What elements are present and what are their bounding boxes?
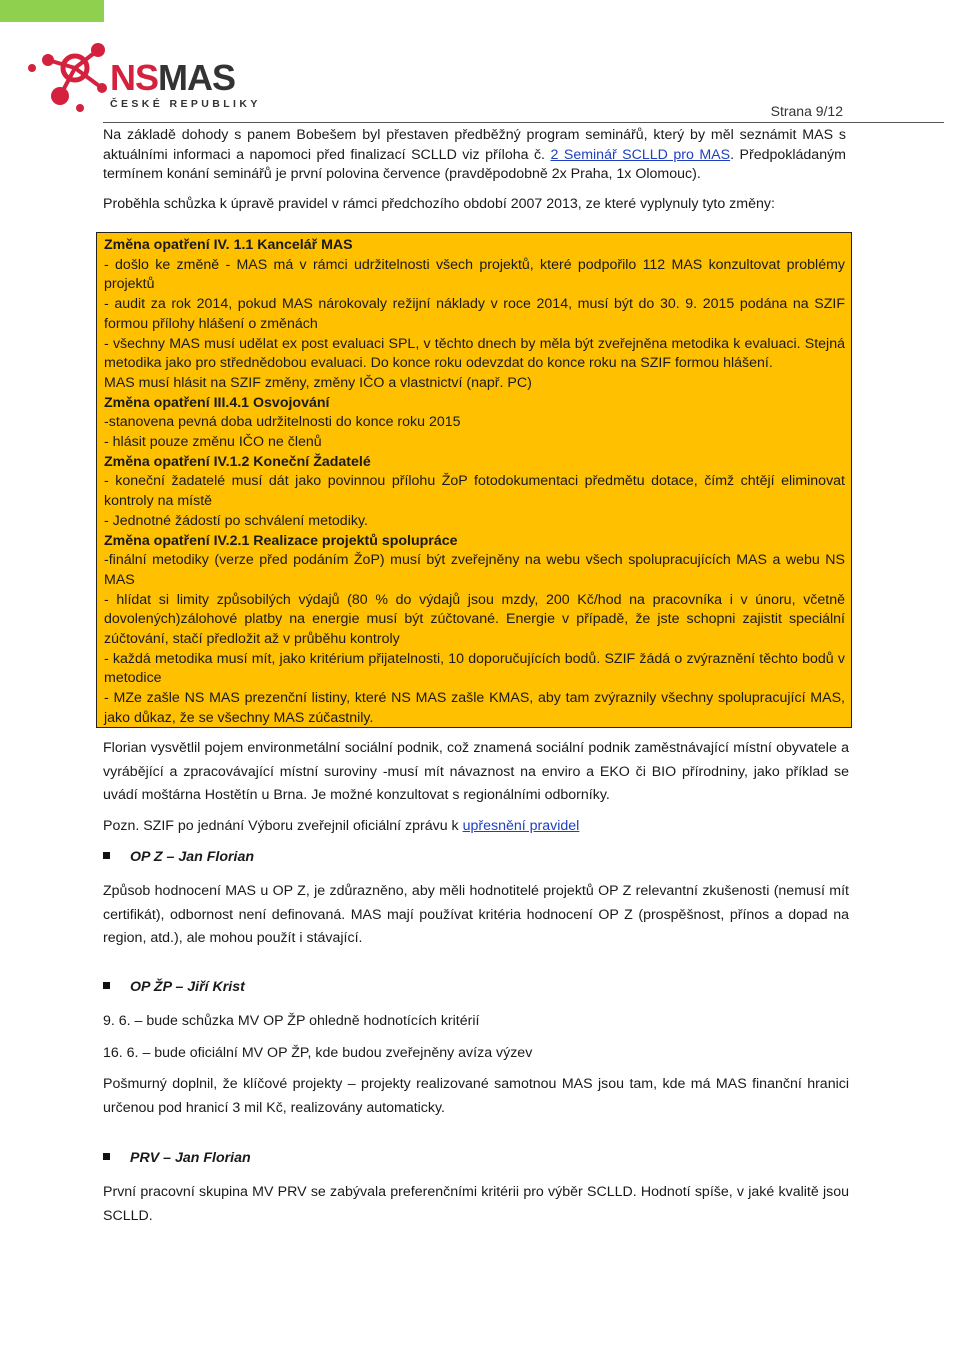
date-line-1: 9. 6. – bude schůzka MV OP ŽP ohledně hodnotících kritérií xyxy=(103,1013,480,1029)
measure-heading: Změna opatření IV.1.2 Koneční Žadatelé xyxy=(104,453,371,470)
changes-box xyxy=(96,232,852,728)
opz-heading xyxy=(103,849,254,865)
box-line: - koneční žadatelé musí dát jako povinnou přílohu ŽoP fotodokumentaci předmětu dotace, čímž chtějí eliminovat kontroly na místě xyxy=(104,473,845,510)
rules-link[interactable]: upřesnění pravidel xyxy=(462,818,580,834)
bullet-square-icon xyxy=(103,1153,110,1160)
box-line: - všechny MAS musí udělat ex post evaluaci SPL, v těchto dnech by měla být zveřejněna metodika k evaluaci. Stejná metodika jako pro střednědobou evaluaci. Do konce roku odevzdat do konce roku na SZIF formou hlášení. xyxy=(104,335,845,372)
header-rule xyxy=(103,122,944,123)
prv-heading-text: PRV – Jan Florian xyxy=(130,1150,251,1166)
opzp-heading-text: OP ŽP – Jiří Krist xyxy=(130,979,245,995)
brand-ns: NS xyxy=(110,57,159,98)
intro-paragraph xyxy=(103,126,846,185)
brand-mas: MAS xyxy=(158,57,236,98)
box-line: - hlásit pouze změnu IČO ne členů xyxy=(104,434,322,451)
bullet-square-icon xyxy=(103,982,110,989)
opz-paragraph: Způsob hodnocení MAS u OP Z, je zdůrazněno, aby měli hodnotitelé projektů OP Z relevantní zkušenosti (nemusí mít certifikát), odbornost není definovaná. MAS mají používat kritéria hodnocení OP Z (prospěšnost, přínos a dopad na region, atd.), ale mohou použít i stávající. xyxy=(103,883,849,946)
box-line: - Jednotné žádostí po schválení metodiky. xyxy=(104,512,368,529)
page-number: Strana 9/12 xyxy=(770,103,843,119)
measure-heading: Změna opatření III.4.1 Osvojování xyxy=(104,394,330,411)
prv-heading xyxy=(103,1150,251,1166)
florian-paragraph: Florian vysvětlil pojem environmetální sociální podnik, což znamená sociální podnik zaměstnávající místní obyvatele a vyrábějící a zpracovávající místní suroviny -musí mít návaznost na enviro a EKO či BIO přírodniny, jako příklad se uvádí moštárna Hostětín u Brna. Je možné konzultovat s regionálními odborníky. xyxy=(103,740,849,803)
date-line-2: 16. 6. – bude oficiální MV OP ŽP, kde budou zveřejněny avíza výzev xyxy=(103,1045,533,1061)
bullet-square-icon xyxy=(103,852,110,859)
intro-text-a: Na základě dohody s panem Bobešem byl přestaven předběžný program seminářů, který by měl seznámit MAS s aktuálními informaci a napomoci před finalizací SCLLD viz příloha č. xyxy=(103,127,846,163)
box-line: - každá metodika musí mít, jako kritérium přijatelnosti, 10 doporučujících bodů. SZIF žádá o zvýraznění těchto bodů v metodice xyxy=(104,650,845,687)
box-line: - audit za rok 2014, pokud MAS nárokovaly režijní náklady v roce 2014, musí být do 30. 9. 2015 podána na SZIF formou přílohy hlášení o změnách xyxy=(104,296,845,332)
box-line: -finální metodiky (verze před podáním ŽoP) musí být zveřejněny na webu všech spolupracujících MAS a webu NS MAS xyxy=(104,552,845,588)
note-text: Pozn. SZIF po jednání Výboru zveřejnil oficiální zprávu k xyxy=(103,818,463,834)
changes-list xyxy=(104,236,845,729)
opz-heading-text: OP Z – Jan Florian xyxy=(130,849,255,865)
opzp-heading xyxy=(103,979,245,995)
box-line: MAS musí hlásit na SZIF změny, změny IČO a vlastnictví (např. PC) xyxy=(104,374,532,391)
box-line: - hlídat si limity způsobilých výdajů (80 % do výdajů jsou mzdy, 200 Kč/hod na pracovníka i v únoru, včetně dovolených)zálohové platby na energie musí být zúčtované. Energie v případě, že jste schopni zajistit speciální zúčtování, stačí předložit až v průběhu kontroly xyxy=(104,591,845,648)
intro-text-b: . Předpokládaným termínem konání seminářů je první polovina července (pravděpodobně 2x Praha, 1x Olomouc). xyxy=(103,146,846,183)
intro-section xyxy=(103,126,846,214)
prv-paragraph: První pracovní skupina MV PRV se zabývala preferenčními kritérii pro výběr SCLLD. Hodnotí spíše, v jaké kvalitě jsou SCLLD. xyxy=(103,1184,849,1224)
box-line: -stanovena pevná doba udržitelnosti do konce roku 2015 xyxy=(104,414,461,431)
note-paragraph xyxy=(103,815,849,839)
brand-name xyxy=(110,57,236,98)
box-line: - došlo ke změně - MAS má v rámci udržitelnosti všech projektů, které podpořilo 112 MAS konzultovat problémy projektů xyxy=(104,256,845,293)
corner-tab xyxy=(0,0,104,22)
seminar-link[interactable]: 2 Seminář SCLLD pro MAS xyxy=(550,146,731,163)
meeting-paragraph: Proběhla schůzka k úpravě pravidel v rámci předchozího období 2007 2013, ze které vyplynuly tyto změny: xyxy=(103,195,775,212)
brand-subtitle: ČESKÉ REPUBLIKY xyxy=(110,98,261,110)
measure-heading: Změna opatření IV.2.1 Realizace projektů spolupráce xyxy=(104,532,458,549)
measure-heading: Změna opatření IV. 1.1 Kancelář MAS xyxy=(104,237,353,253)
box-line: - MZe zašle NS MAS prezenční listiny, které NS MAS zašle KMAS, aby tam zvýraznily všechny spolupracující MAS, jako důkaz, že se všechny MAS zúčastnily. xyxy=(104,690,845,726)
posmurny-paragraph: Pošmurný doplnil, že klíčové projekty – projekty realizované samotnou MAS jsou tam, kde má MAS finanční hranici určenou pod hranicí 3 mil Kč, realizovány automaticky. xyxy=(103,1076,849,1116)
